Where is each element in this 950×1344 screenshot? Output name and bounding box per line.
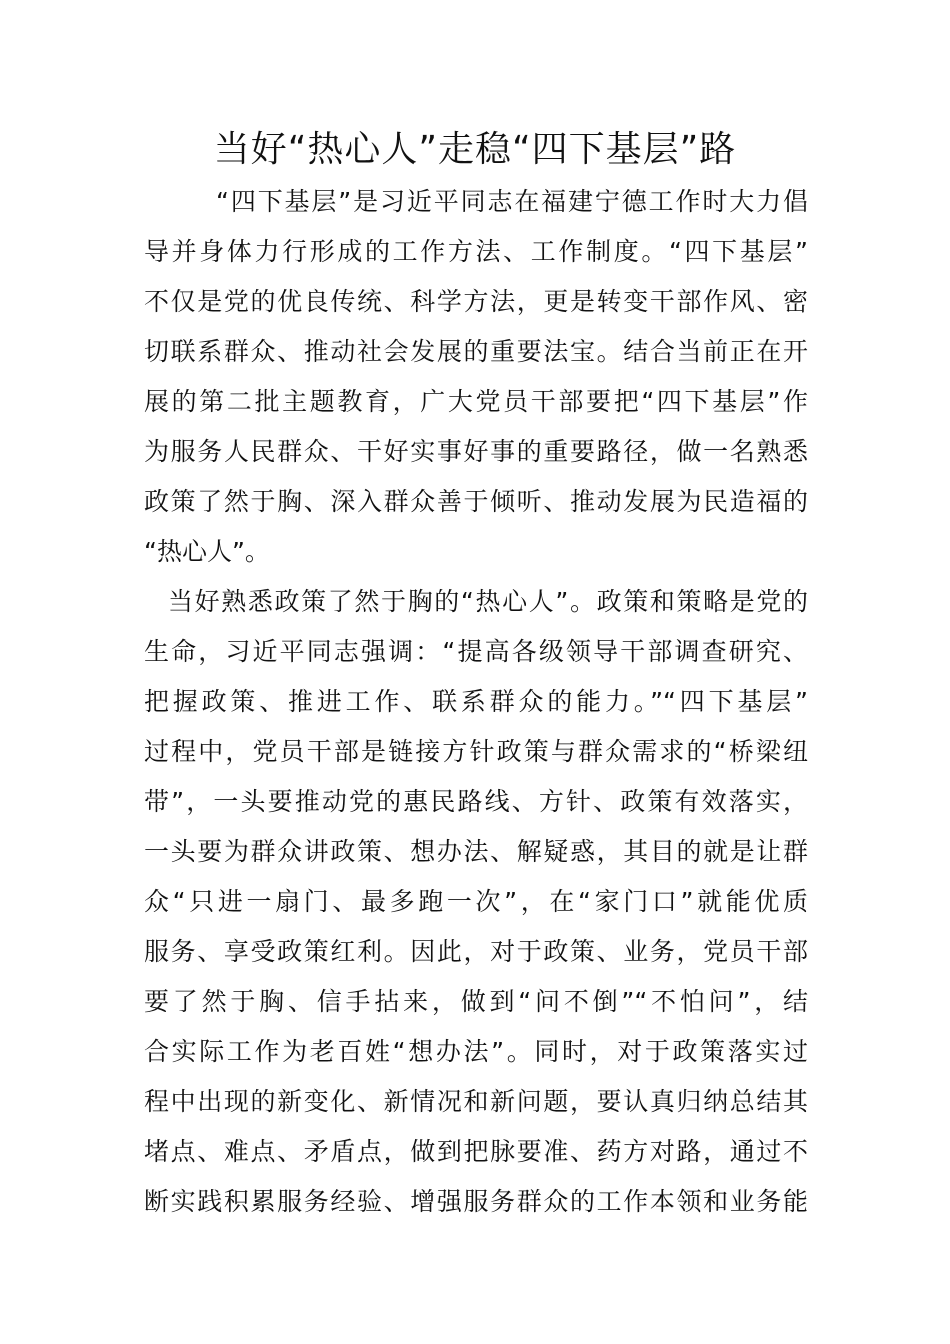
document-title: 当好“热心人”走稳“四下基层”路 xyxy=(213,129,737,170)
text-line: 要了然于胸、信手拈来，做到“问不倒”“不怕问”，结 xyxy=(144,987,808,1016)
text-line: 导并身体力行形成的工作方法、工作制度。“四下基层” xyxy=(144,237,808,266)
text-line: 为服务人民群众、干好实事好事的重要路径，做一名熟悉 xyxy=(144,437,808,466)
text-line: 生命，习近平同志强调：“提高各级领导干部调查研究、 xyxy=(144,637,808,666)
text-line: 一头要为群众讲政策、想办法、解疑惑，其目的就是让群 xyxy=(144,837,808,866)
text-line: 过程中，党员干部是链接方针政策与群众需求的“桥梁纽 xyxy=(144,737,808,766)
text-line: 展的第二批主题教育，广大党员干部要把“四下基层”作 xyxy=(144,387,808,416)
paragraph-intro xyxy=(144,177,808,577)
text-line: 带”，一头要推动党的惠民路线、方针、政策有效落实， xyxy=(144,787,808,816)
paragraph-policy xyxy=(144,577,808,1227)
text-line: 切联系群众、推动社会发展的重要法宝。结合当前正在开 xyxy=(144,337,808,366)
text-line: 当好熟悉政策了然于胸的“热心人”。政策和策略是党的 xyxy=(168,587,808,616)
text-line: “热心人”。 xyxy=(144,537,270,566)
text-line: 堵点、难点、矛盾点，做到把脉要准、药方对路，通过不 xyxy=(144,1137,808,1166)
text-line: 断实践积累服务经验、增强服务群众的工作本领和业务能 xyxy=(144,1187,808,1216)
text-line: 合实际工作为老百姓“想办法”。同时，对于政策落实过 xyxy=(144,1037,808,1066)
text-line: 众“只进一扇门、最多跑一次”，在“家门口”就能优质 xyxy=(144,887,808,916)
text-line: 把握政策、推进工作、联系群众的能力。”“四下基层” xyxy=(144,687,808,716)
text-line: 不仅是党的优良传统、科学方法，更是转变干部作风、密 xyxy=(144,287,808,316)
text-line: 程中出现的新变化、新情况和新问题，要认真归纳总结其 xyxy=(144,1087,808,1116)
text-line: “四下基层”是习近平同志在福建宁德工作时大力倡 xyxy=(216,187,808,216)
text-line: 服务、享受政策红利。因此，对于政策、业务，党员干部 xyxy=(144,937,808,966)
text-line: 政策了然于胸、深入群众善于倾听、推动发展为民造福的 xyxy=(144,487,808,516)
